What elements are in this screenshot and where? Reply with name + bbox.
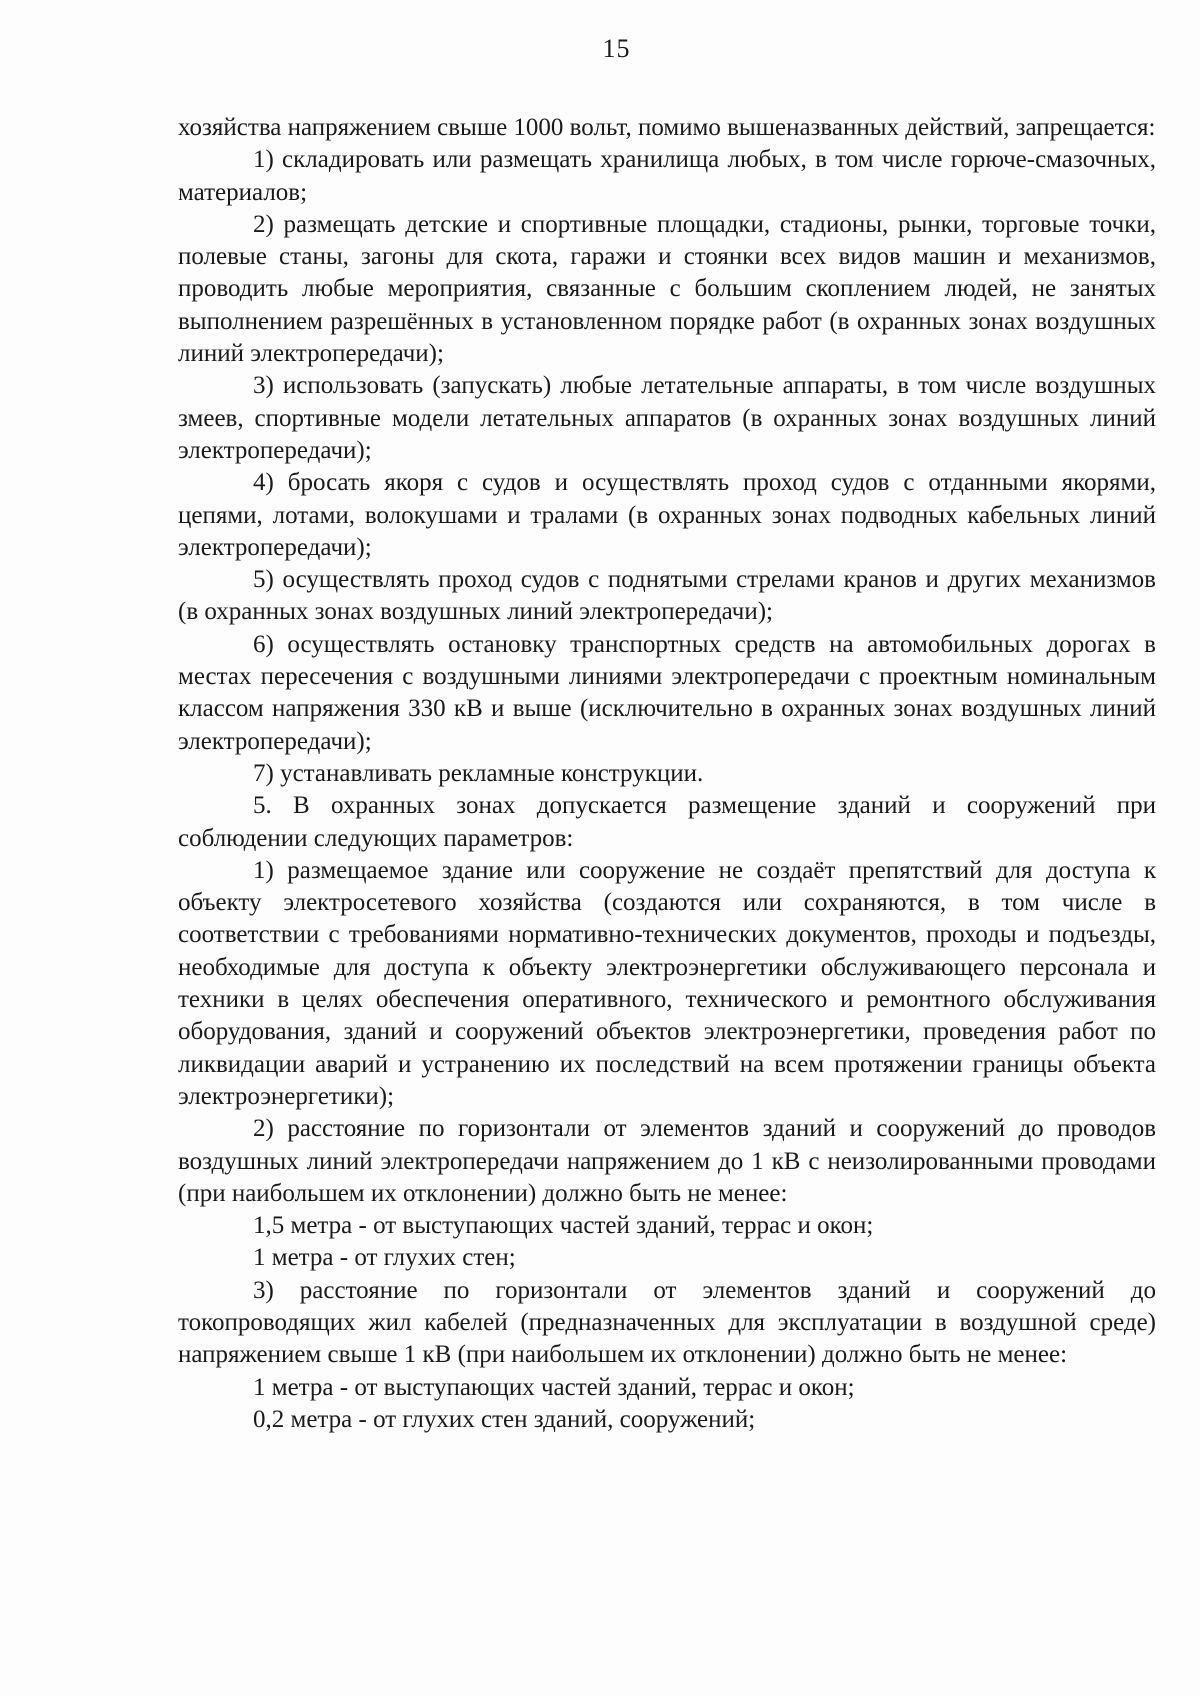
distance-line: 1,5 метра - от выступающих частей зданий, террас и окон; (253, 1212, 874, 1240)
list-item-4: 4) бросать якоря с судов и осуществлять проход судов с отданными якорями, цепями, лотами, волокушами и тралами (в охранных зонах подводных кабельных линий электропередачи); (178, 469, 1156, 561)
list-item-6: 6) осуществлять остановку транспортных средств на автомобильных дорогах в местах пересечения с воздушными линиями электропередачи с проектным номинальным классом напряжения 330 кВ и выше (исключительно в охранных зонах воздушных линий электропередачи); (178, 630, 1156, 755)
list-item-7: 7) устанавливать рекламные конструкции. (253, 759, 704, 787)
list-item-3: 3) использовать (запускать) любые летательные аппараты, в том числе воздушных змеев, спортивные модели летательных аппаратов (в охранных зонах воздушных линий электропередачи); (178, 372, 1156, 464)
distance-line: 0,2 метра - от глухих стен зданий, сооружений; (253, 1405, 756, 1433)
paragraph-intro: хозяйства напряжением свыше 1000 вольт, помимо вышеназванных действий, запрещается: (178, 114, 1156, 141)
page-number: 15 (602, 34, 631, 63)
list-item-5: 5) осуществлять проход судов с поднятыми стрелами кранов и других механизмов (в охранных зонах воздушных линий электропередачи); (178, 566, 1156, 626)
document-body (178, 112, 1156, 1436)
list-item-2: 2) размещать детские и спортивные площадки, стадионы, рынки, торговые точки, полевые станы, загоны для скота, гаражи и стоянки всех видов машин и механизмов, проводить любые мероприятия, связанные с большим скоплением людей, не занятых выполнением разрешённых в установленном порядке работ (в охранных зонах воздушных линий электропередачи); (178, 210, 1156, 368)
parameter-item-1: 1) размещаемое здание или сооружение не создаёт препятствий для доступа к объекту электросетевого хозяйства (создаются или сохраняются, в том числе в соответствии с требованиями нормативно-технических документов, проходы и подъезды, необходимые для доступа к объекту электроэнергетики обслуживающего персонала и техники в целях обеспечения оперативного, технического и ремонтного обслуживания оборудования, зданий и сооружений объектов электроэнергетики, проведения работ по ликвидации аварий и устранению их последствий на всем протяжении границы объекта электроэнергетики); (178, 856, 1156, 1110)
distance-line: 1 метра - от выступающих частей зданий, террас и окон; (253, 1373, 855, 1401)
parameter-item-3: 3) расстояние по горизонтали от элементов зданий и сооружений до токопроводящих жил кабелей (предназначенных для эксплуатации в воздушной среде) напряжением свыше 1 кВ (при наибольшем их отклонении) должно быть не менее: (178, 1276, 1156, 1369)
section-5-heading: 5. В охранных зонах допускается размещение зданий и сооружений при соблюдении следующих параметров: (178, 792, 1156, 852)
list-item-1: 1) складировать или размещать хранилища любых, в том числе горюче-смазочных, материалов; (178, 146, 1156, 206)
parameter-item-2: 2) расстояние по горизонтали от элементов зданий и сооружений до проводов воздушных линий электропередачи напряжением до 1 кВ с неизолированными проводами (при наибольшем их отклонении) должно быть не менее: (178, 1115, 1156, 1207)
distance-line: 1 метра - от глухих стен; (253, 1244, 516, 1272)
